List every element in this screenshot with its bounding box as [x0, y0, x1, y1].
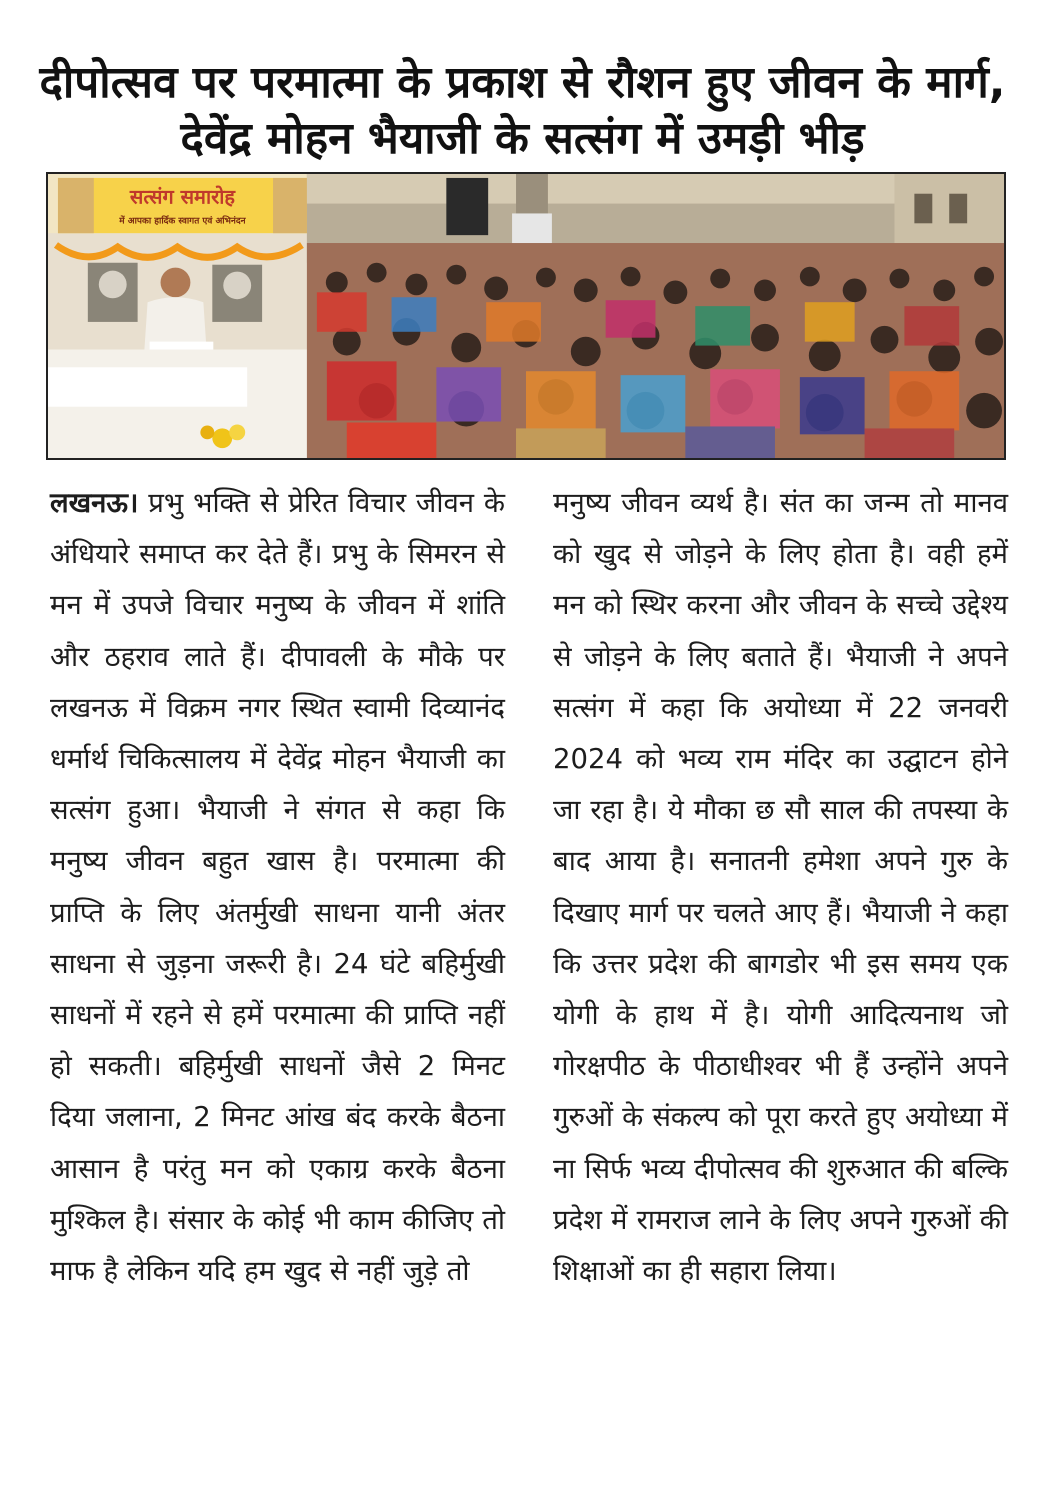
banner-subtitle: में आपका हार्दिक स्वागत एवं अभिनंदन	[119, 216, 246, 227]
article-paragraph-left	[50, 478, 505, 1297]
article-body-right-column	[553, 478, 1008, 1297]
loudspeaker	[446, 178, 488, 235]
body-text-left: प्रभु भक्ति से प्रेरित विचार जीवन के अंधियारे समाप्त कर देते हैं। प्रभु के सिमरन से मन में उपजे विचार मनुष्य के जीवन में शांति और ठहराव लाते हैं। दीपावली के मौके पर लखनऊ में विक्रम नगर स्थित स्वामी दिव्यानंद धर्मार्थ चिकित्सालय में देवेंद्र मोहन भैयाजी का सत्संग हुआ। भैयाजी ने संगत से कहा कि मनुष्य जीवन बहुत खास है। परमात्मा की प्राप्ति के लिए अंतर्मुखी साधना यानी अंतर साधना से जुड़ना जरूरी है। 24 घंटे बहिर्मुखी साधनों में रहने से हमें परमात्मा की प्राप्ति नहीं हो सकती। बहिर्मुखी साधनों जैसे 2 मिनट दिया जलाना, 2 मिनट आंख बंद करके बैठना आसान है परंतु मन को एकाग्र करके बैठना मुश्किल है। संसार के कोई भी काम कीजिए तो माफ है लेकिन यदि हम खुद से नहीं जुड़े तो	[50, 487, 505, 1288]
article-photo	[46, 172, 1006, 460]
dateline: लखनऊ।	[50, 487, 139, 519]
banner-title: सत्संग समारोह	[129, 185, 235, 209]
satsang-photo-illustration	[48, 174, 1004, 458]
article-body-left-column	[50, 478, 505, 1297]
speaker-figure	[161, 268, 191, 298]
article-paragraph-right: मनुष्य जीवन व्यर्थ है। संत का जन्म तो मानव को खुद से जोड़ने के लिए होता है। वही हमें मन को स्थिर करना और जीवन के सच्चे उद्देश्य से जोड़ने के लिए बताते हैं। भैयाजी ने अपने सत्संग में कहा कि अयोध्या में 22 जनवरी 2024 को भव्य राम मंदिर का उद्घाटन होने जा रहा है। ये मौका छ सौ साल की तपस्या के बाद आया है। सनातनी हमेशा अपने गुरु के दिखाए मार्ग पर चलते आए हैं। भैयाजी ने कहा कि उत्तर प्रदेश की बागडोर भी इस समय एक योगी के हाथ में है। योगी आदित्यनाथ जो गोरक्षपीठ के पीठाधीश्वर भी हैं उन्होंने अपने गुरुओं के संकल्प को पूरा करते हुए अयोध्या में ना सिर्फ भव्य दीपोत्सव की शुरुआत की बल्कि प्रदेश में रामराज लाने के लिए अपने गुरुओं की शिक्षाओं का ही सहारा लिया।	[553, 487, 1008, 1288]
article-headline: दीपोत्सव पर परमात्मा के प्रकाश से रौशन हुए जीवन के मार्ग, देवेंद्र मोहन भैयाजी के सत्संग में उमड़ी भीड़	[39, 57, 1006, 165]
